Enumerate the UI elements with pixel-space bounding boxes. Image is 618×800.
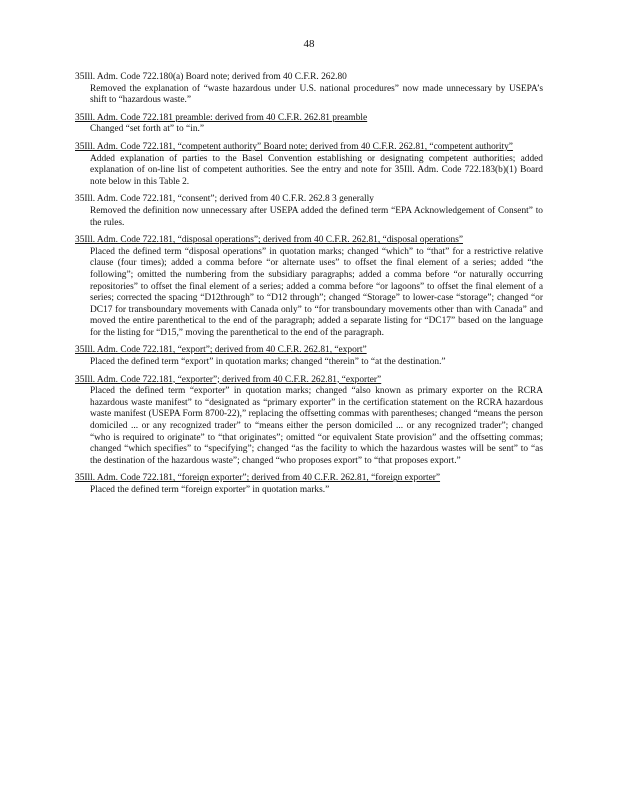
entry-text: Removed the definition now unnecessary after USEPA added the defined term “EPA Acknowledgement of Consent” to the rules. <box>90 205 543 228</box>
page-number: 48 <box>303 38 315 50</box>
entry-heading: 35Ill. Adm. Code 722.181, “foreign exporter”; derived from 40 C.F.R. 262.81, “foreign exporter” <box>75 473 441 484</box>
entry-text: Placed the defined term “export” in quotation marks; changed “therein” to “at the destination.” <box>90 357 446 368</box>
entry-heading: 35Ill. Adm. Code 722.181, “exporter”; derived from 40 C.F.R. 262.81, “exporter” <box>75 374 382 385</box>
entry-list <box>75 72 543 503</box>
entry-heading: 35Ill. Adm. Code 722.181, “disposal operations”; derived from 40 C.F.R. 262.81, “disposal operations” <box>75 235 463 246</box>
entry-heading: 35Ill. Adm. Code 722.180(a) Board note; derived from 40 C.F.R. 262.80 <box>75 72 347 82</box>
entry-722-180-a <box>75 72 543 107</box>
entry-text: Placed the defined term “disposal operations” in quotation marks; changed “which” to “that” for a restrictive relative clause (four times); added a comma before “or alternate uses” to offset the final element of a series; added “the following”; omitted the numbering from the subsidiary paragraphs; added a comma before “or naturally occurring repositories” to offset the final element of a series; added a comma before “or lagoons” to offset the final element of a series; corrected the spacing “D12through” to “D12 through”; changed “Storage” to lower-case “storage”; changed “or DC17 for transboundary movements with Canada only” to “for transboundary movements other than with Canada” and moved the entire parenthetical to the end of the paragraph; added a separate listing for “DC17” based on the language for the listing for “D15,” moving the parenthetical to the end of the paragraph. <box>90 246 543 338</box>
entry-disposal-operations <box>75 235 543 339</box>
entry-text: Placed the defined term “foreign exporter” in quotation marks.” <box>90 485 330 495</box>
entry-competent-authority <box>75 142 543 188</box>
entry-722-181-preamble <box>75 113 543 136</box>
entry-consent <box>75 194 543 229</box>
entry-heading: 35Ill. Adm. Code 722.181, “consent”; derived from 40 C.F.R. 262.8 3 generally <box>75 194 374 205</box>
entry-text: Removed the explanation of “waste hazardous under U.S. national procedures” now made unnecessary by USEPA’s shift to “hazardous waste.” <box>90 83 543 106</box>
entry-text: Added explanation of parties to the Basel Convention establishing or designating competent authorities; added explanation of on-line list of competent authorities. See the entry and note for 35Ill. Adm. Code 722.183(b)(1) Board note below in this Table 2. <box>90 153 543 187</box>
entry-heading: 35Ill. Adm. Code 722.181, “export”; derived from 40 C.F.R. 262.81, “export” <box>75 345 367 356</box>
entry-text: Changed “set forth at” to “in.” <box>90 124 205 135</box>
entry-heading: 35Ill. Adm. Code 722.181, “competent authority” Board note; derived from 40 C.F.R. 262.81, “competent authority” <box>75 141 513 152</box>
entry-text: Placed the defined term “exporter” in quotation marks; changed “also known as primary exporter on the RCRA hazardous waste manifest” to “designated as “primary exporter” in the certification statement on the RCRA hazardous waste manifest (USEPA Form 8700-22),” replacing the offsetting commas with parentheses; changed “means the person domiciled ... or any recognized trader” to “means either the person domiciled ... or any recognized trader”; changed “who is required to originate” to “that originates”; omitted “or equivalent State provision” and the offsetting commas; changed “which specifies” to “specifying”; changed “as the facility to which the hazardous wastes will be sent” to “as the destination of the hazardous waste”; changed “who proposes export” to “that proposes export.” <box>90 386 543 466</box>
entry-heading: 35Ill. Adm. Code 722.181 preamble: derived from 40 C.F.R. 262.81 preamble <box>75 112 368 123</box>
entry-foreign-exporter <box>75 473 543 496</box>
entry-exporter <box>75 375 543 468</box>
entry-export <box>75 345 543 368</box>
